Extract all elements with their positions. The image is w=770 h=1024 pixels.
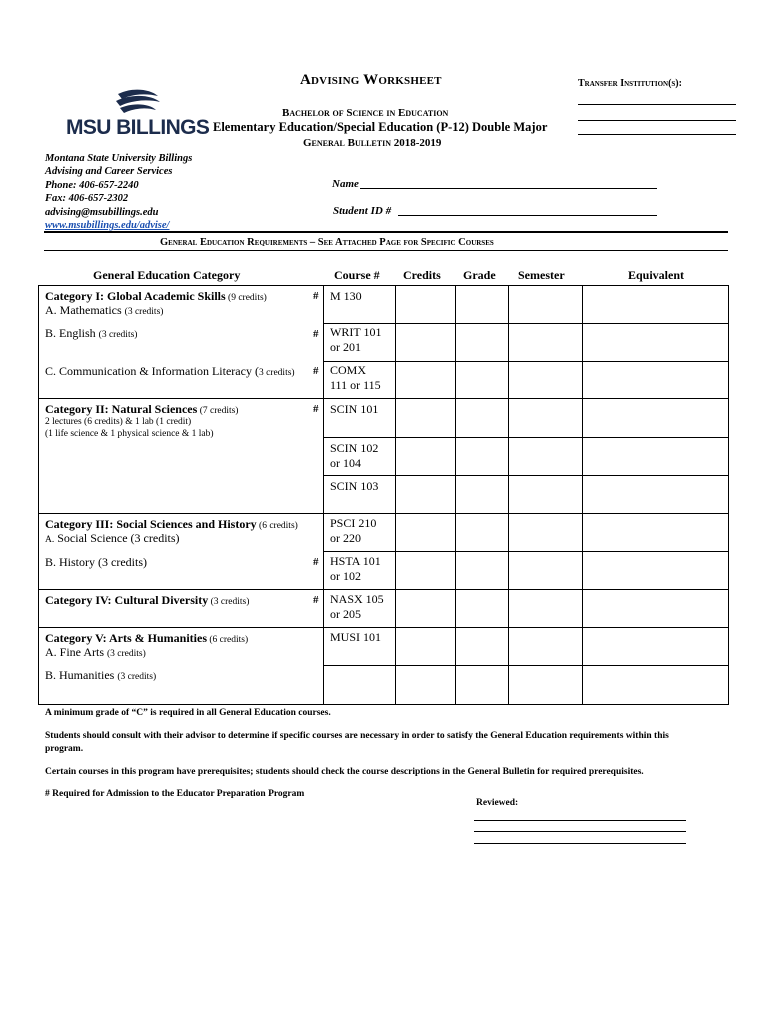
worksheet-title: Advising Worksheet xyxy=(300,72,442,88)
major-title: Elementary Education/Special Education (P-12) Double Major xyxy=(213,120,548,134)
category-2-title: Category II: Natural Sciences (7 credits) xyxy=(45,402,239,416)
required-marker: # xyxy=(313,594,319,606)
english-requirement: B. English (3 credits) xyxy=(45,326,138,340)
social-science-requirement: A. Social Science (3 credits) xyxy=(45,531,180,545)
col-header-grade: Grade xyxy=(463,268,496,282)
fine-arts-requirement: A. Fine Arts (3 credits) xyxy=(45,645,146,659)
science-course-2: SCIN 102 or 104 xyxy=(330,441,379,470)
note-consult-advisor: Students should consult with their advisor to determine if specific courses are necessary in order to satisfy the General Education requirements within this program. xyxy=(45,731,669,754)
communication-requirement: C. Communication & Information Literacy (3 credits) xyxy=(45,364,295,378)
name-label: Name xyxy=(332,178,359,190)
required-marker: # xyxy=(313,328,319,340)
communication-course: COMX 111 or 115 xyxy=(330,363,381,392)
contact-block xyxy=(45,152,192,232)
transfer-line-2[interactable] xyxy=(578,120,736,121)
reviewed-line-2[interactable] xyxy=(474,831,686,832)
contact-email: advising@msubillings.edu xyxy=(45,206,159,218)
science-course-1: SCIN 101 xyxy=(330,402,379,416)
category-1-title: Category I: Global Academic Skills (9 credits) xyxy=(45,289,267,303)
name-field[interactable] xyxy=(360,188,657,189)
humanities-requirement: B. Humanities (3 credits) xyxy=(45,668,157,682)
col-header-equivalent: Equivalent xyxy=(628,268,685,282)
science-course-3: SCIN 103 xyxy=(330,479,379,493)
logo-text: MSU BILLINGS xyxy=(66,116,210,139)
required-marker: # xyxy=(313,290,319,302)
contact-fax: Fax: 406-657-2302 xyxy=(45,193,129,205)
section-title: General Education Requirements – See Attached Page for Specific Courses xyxy=(160,237,494,248)
reviewed-label: Reviewed: xyxy=(476,798,519,808)
math-requirement: A. Mathematics (3 credits) xyxy=(45,303,164,317)
required-marker: # xyxy=(313,403,319,415)
science-note: 2 lectures (6 credits) & 1 lab (1 credit) (1 life science & 1 physical science & 1 lab) xyxy=(45,417,214,439)
required-marker: # xyxy=(313,365,319,377)
reviewed-line-1[interactable] xyxy=(474,820,686,821)
transfer-line-1[interactable] xyxy=(578,104,736,105)
advising-link[interactable]: www.msubillings.edu/advise/ xyxy=(45,220,170,232)
col-header-credits: Credits xyxy=(403,268,441,282)
history-course: HSTA 101 or 102 xyxy=(330,554,381,583)
reviewed-line-3[interactable] xyxy=(474,843,686,844)
note-prerequisites: Certain courses in this program have prerequisites; students should check the course descriptions in the General Bulletin for required prerequisites. xyxy=(45,767,644,777)
diversity-course: NASX 105 or 205 xyxy=(330,592,384,621)
category-4-title: Category IV: Cultural Diversity (3 credits) xyxy=(45,593,250,607)
section-rule-bottom xyxy=(44,250,728,251)
fine-arts-course: MUSI 101 xyxy=(330,630,382,644)
transfer-line-3[interactable] xyxy=(578,134,736,135)
contact-phone: Phone: 406-657-2240 xyxy=(45,179,139,191)
english-course: WRIT 101 or 201 xyxy=(330,325,382,354)
note-minimum-grade: A minimum grade of “C” is required in all General Education courses. xyxy=(45,708,331,718)
history-requirement: B. History (3 credits) xyxy=(45,555,147,569)
student-id-field[interactable] xyxy=(398,215,657,216)
logo-swoosh-icon xyxy=(66,88,216,118)
col-header-course: Course # xyxy=(334,268,380,282)
contact-university: Montana State University Billings xyxy=(45,153,193,164)
category-3-title: Category III: Social Sciences and History (6 credits) xyxy=(45,517,298,531)
social-science-course: PSCI 210 or 220 xyxy=(330,516,377,545)
section-rule-top xyxy=(44,231,728,233)
degree-title: Bachelor of Science in Education xyxy=(282,107,449,119)
required-marker: # xyxy=(313,556,319,568)
student-id-label: Student ID # xyxy=(333,205,392,217)
bulletin-title: General Bulletin 2018-2019 xyxy=(303,137,442,149)
col-header-semester: Semester xyxy=(518,268,565,282)
col-header-category: General Education Category xyxy=(93,268,241,282)
category-5-title: Category V: Arts & Humanities (6 credits) xyxy=(45,631,249,645)
math-course: M 130 xyxy=(330,289,362,303)
contact-office: Advising and Career Services xyxy=(45,166,173,178)
msu-billings-logo xyxy=(66,88,216,140)
transfer-institutions-label: Transfer Institution(s): xyxy=(578,78,682,89)
note-admission-required: # Required for Admission to the Educator Preparation Program xyxy=(45,789,305,799)
